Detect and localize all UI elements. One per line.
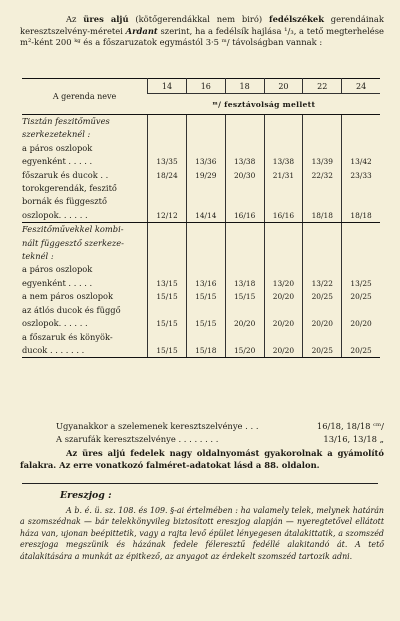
row-labels bbox=[22, 223, 148, 358]
value-cell: 19/29 bbox=[195, 170, 217, 180]
section-divider bbox=[22, 483, 378, 484]
span-header: 16 bbox=[186, 79, 225, 94]
value-column bbox=[225, 223, 264, 358]
row-label: egyenként . . . . . bbox=[22, 156, 93, 167]
value-cell: 13/35 bbox=[156, 157, 178, 167]
value-cell: 20/25 bbox=[350, 292, 372, 302]
value-cell: 20/20 bbox=[350, 318, 372, 328]
intro-bold-term: üres aljú bbox=[83, 14, 129, 24]
purlin-label: Ugyanakkor a szelemenek keresztszelvénye . . . bbox=[56, 421, 259, 431]
section-heading: nált függesztő szerkeze- bbox=[22, 237, 124, 248]
intro-text: Az bbox=[66, 14, 77, 24]
value-cell: 13/38 bbox=[272, 157, 295, 167]
span-header: 24 bbox=[342, 79, 380, 94]
value-column bbox=[264, 223, 303, 358]
value-cell: 15/20 bbox=[233, 345, 256, 355]
section-combined-truss bbox=[22, 223, 380, 358]
value-cell: 14/14 bbox=[195, 210, 217, 220]
value-column bbox=[264, 115, 303, 223]
value-cell: 13/38 bbox=[233, 157, 256, 167]
beam-dimension-table bbox=[22, 78, 380, 358]
value-column bbox=[148, 223, 187, 358]
row-label: torokgerendák, feszitő bbox=[22, 183, 117, 194]
section-heading: Feszitőművekkel kombi- bbox=[22, 224, 124, 235]
value-cell: 15/18 bbox=[195, 345, 217, 355]
value-cell: 20/20 bbox=[272, 318, 295, 328]
section-heading: Tisztán feszitőműves bbox=[22, 116, 110, 126]
easement-title: Ereszjog : bbox=[60, 490, 112, 501]
value-column bbox=[303, 115, 342, 223]
value-column bbox=[186, 115, 225, 223]
value-cell: 20/20 bbox=[272, 292, 295, 302]
value-cell: 22/32 bbox=[311, 170, 333, 180]
row-label: a főszaruk és könyök- bbox=[22, 331, 113, 342]
additional-dimensions bbox=[36, 420, 384, 446]
value-cell: 20/30 bbox=[233, 170, 256, 180]
value-cell: 13/25 bbox=[350, 278, 372, 288]
row-label: a nem páros oszlopok bbox=[22, 291, 114, 302]
span-header: 18 bbox=[225, 79, 264, 94]
section-pure-truss bbox=[22, 115, 380, 223]
value-cell: 13/20 bbox=[272, 278, 295, 288]
row-label: egyenként . . . . . bbox=[22, 277, 93, 288]
row-label: a páros oszlopok bbox=[22, 142, 93, 153]
value-cell: 13/15 bbox=[156, 278, 178, 288]
value-cell: 13/16 bbox=[195, 278, 217, 288]
value-cell: 12/12 bbox=[156, 210, 178, 220]
value-cell: 20/25 bbox=[311, 345, 333, 355]
easement-body: A b. é. ü. sz. 108. és 109. §-ai értelmében : ha valamely telek, melynek határán a szomszédnak — bár telekkönyvileg biztosított ereszjog alapján — nyeregtetővel ellátott háza van, ujonan beépittetik, vagy a rajta levő épület lényegesen átalakittatik, a szomszéd ereszjoga megszünik és házának fedele féleresztű fedéllé alakitandó át. A tető átalakitására a munkát az épitkező, az anyagot az érdekelt szomszéd tartozik adni. bbox=[20, 506, 384, 561]
row-label: az átlós ducok és függő bbox=[22, 304, 121, 315]
value-cell: 15/15 bbox=[195, 318, 217, 328]
value-cell: 15/15 bbox=[156, 345, 178, 355]
value-column bbox=[225, 115, 264, 223]
value-cell: 13/39 bbox=[311, 157, 333, 167]
intro-author-name: Ardant bbox=[125, 25, 158, 36]
value-cell: 13/36 bbox=[195, 157, 217, 167]
value-cell: 18/24 bbox=[156, 170, 178, 180]
lateral-pressure-note: Az üres aljú fedelek nagy oldalnyomást gyakorolnak a gyámolító falakra. Az erre vonatkozó falméret-adatokat lásd a 88. oldalon. bbox=[20, 448, 384, 470]
intro-text: szerint, ha a fedélsík hajlása ¹/₃, a tető megterhelése m²-ként 200 ᵏᵍ és a főszaruzatok egymástól 3·5 ᵐ/ távolságban vannak : bbox=[20, 25, 384, 48]
rafter-row bbox=[36, 433, 384, 446]
span-header: 22 bbox=[303, 79, 342, 94]
value-column bbox=[342, 115, 380, 223]
value-cell: 18/18 bbox=[311, 210, 333, 220]
row-label: oszlopok. . . . . . bbox=[22, 318, 88, 329]
value-column bbox=[148, 115, 187, 223]
value-column bbox=[303, 223, 342, 358]
value-cell: 20/25 bbox=[350, 345, 372, 355]
span-caption: ᵐ/ fesztávolság mellett bbox=[148, 94, 380, 115]
intro-paragraph bbox=[20, 14, 384, 49]
value-cell: 13/42 bbox=[350, 157, 372, 167]
value-cell: 13/22 bbox=[311, 278, 333, 288]
beam-name-header: A gerenda neve bbox=[22, 79, 148, 115]
value-cell: 15/15 bbox=[156, 292, 178, 302]
value-cell: 16/16 bbox=[233, 210, 256, 220]
value-cell: 20/20 bbox=[272, 345, 295, 355]
span-header: 20 bbox=[264, 79, 303, 94]
intro-text: (kötőgerendákkal nem biró) bbox=[135, 14, 263, 24]
row-label: főszaruk és ducok . . bbox=[22, 169, 109, 180]
value-cell: 15/15 bbox=[156, 318, 178, 328]
purlin-row bbox=[36, 420, 384, 433]
value-cell: 13/18 bbox=[233, 278, 256, 288]
value-cell: 20/25 bbox=[311, 292, 333, 302]
value-cell: 20/20 bbox=[233, 318, 256, 328]
value-cell: 15/15 bbox=[195, 292, 217, 302]
row-labels bbox=[22, 115, 148, 223]
value-cell: 20/20 bbox=[311, 318, 333, 328]
rafter-label: A szarufák keresztszelvénye . . . . . . . . bbox=[56, 434, 219, 444]
value-cell: 18/18 bbox=[350, 210, 372, 220]
purlin-value: 16/18, 18/18 ᶜᵐ/ bbox=[316, 421, 384, 431]
section-heading: teknél : bbox=[22, 251, 54, 262]
value-cell: 16/16 bbox=[272, 210, 295, 220]
intro-bold-term: fedélszékek bbox=[268, 14, 325, 24]
row-label: oszlopok. . . . . . bbox=[22, 209, 88, 220]
span-header: 14 bbox=[148, 79, 187, 94]
intro-text: gerendáinak keresztszelvény-méretei bbox=[20, 14, 384, 36]
value-cell: 23/33 bbox=[350, 170, 372, 180]
row-label: ducok . . . . . . . bbox=[22, 344, 85, 355]
rafter-value: 13/16, 13/18 „ bbox=[323, 434, 384, 444]
row-label: bornák és függesztő bbox=[22, 196, 107, 207]
value-cell: 21/31 bbox=[272, 170, 295, 180]
value-column bbox=[342, 223, 380, 358]
row-label: a páros oszlopok bbox=[22, 264, 93, 275]
value-cell: 15/15 bbox=[233, 292, 256, 302]
section-heading: szerkezeteknél : bbox=[22, 129, 91, 140]
value-column bbox=[186, 223, 225, 358]
